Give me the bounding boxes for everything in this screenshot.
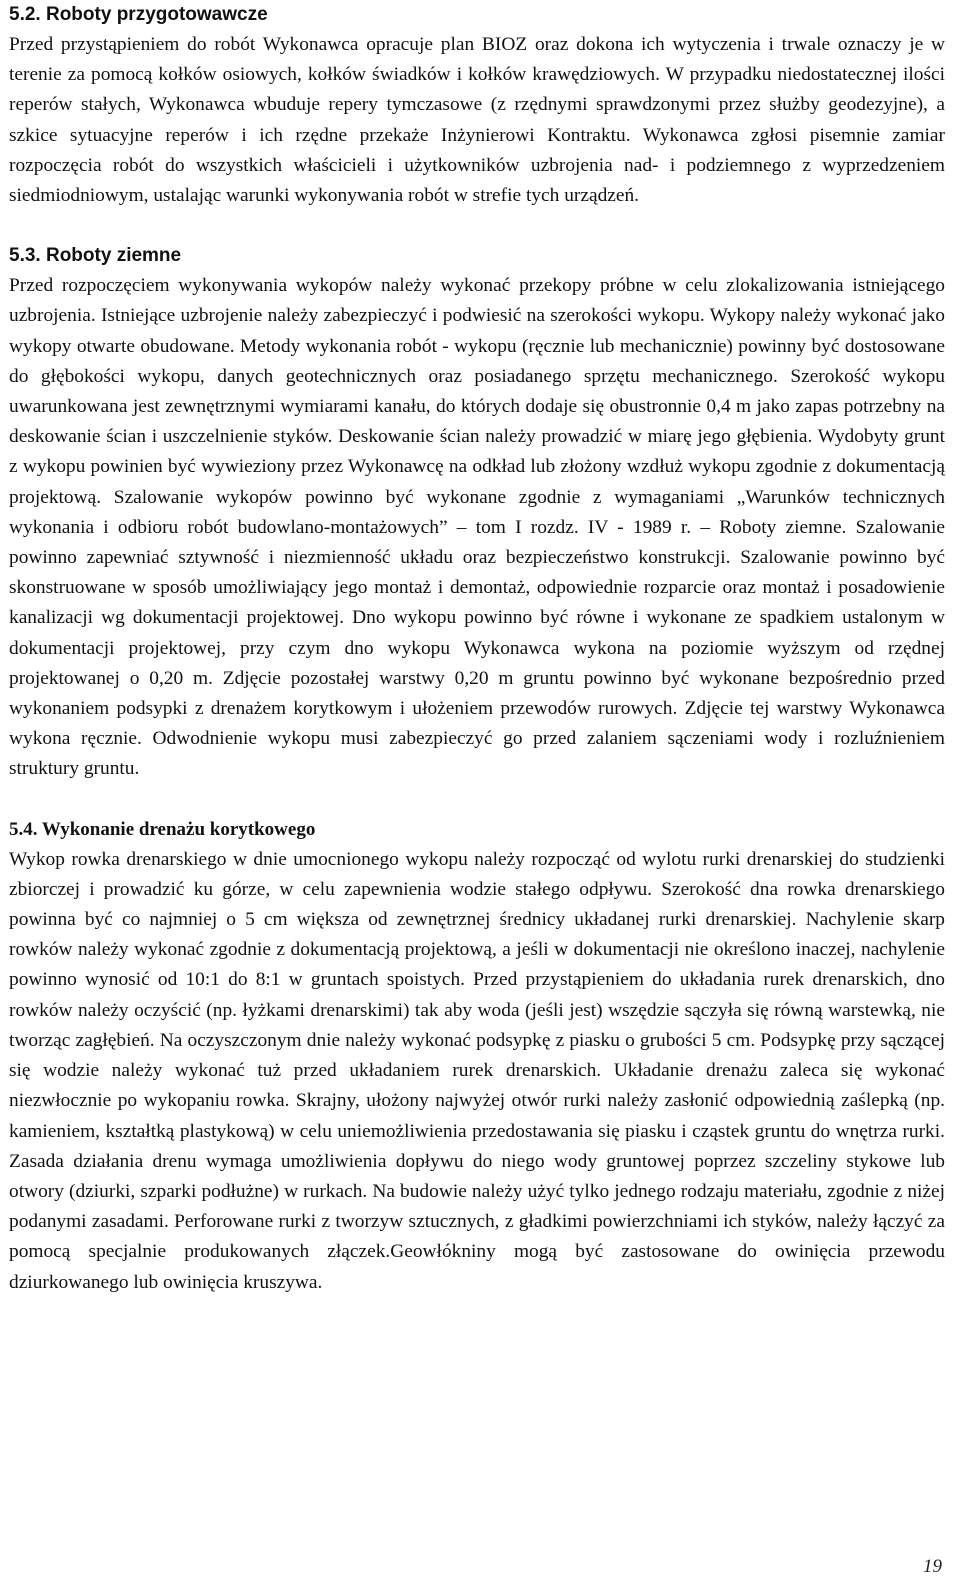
- section-number: 5.3.: [9, 245, 41, 267]
- section-heading: [9, 0, 945, 30]
- page-number: 19: [923, 1556, 942, 1577]
- section-5-4: [9, 815, 945, 1298]
- section-number: 5.2.: [9, 4, 41, 25]
- section-paragraph: Wykop rowka drenarskiego w dnie umocnionego wykopu należy rozpocząć od wylotu rurki drenarskiej do studzienki zbiorczej i prowadzić ku górze, w celu zapewnienia wodzie stałego odpływu. Szerokość dna rowka drenarskiego powinna być co najmniej o 5 cm większa od zewnętrznej średnicy układanej rurki drenarskiej. Nachylenie skarp rowków należy wykonać zgodnie z dokumentacją projektową, a jeśli w dokumentacji nie określono inaczej, nachylenie powinno wynosić od 10:1 do 8:1 w gruntach spoistych. Przed przystąpieniem do układania rurek drenarskich, dno rowków należy oczyścić (np. łyżkami drenarskimi) tak aby woda (jeśli jest) wszędzie sączyła się równą warstewką, nie tworząc zagłębień. Na oczyszczonym dnie należy wykonać podsypkę z piasku o grubości 5 cm. Podsypkę przy sączącej się wodzie należy wykonać tuż przed układaniem rurek drenarskich. Układanie drenażu zaleca się wykonać niezwłocznie po wykopaniu rowka. Skrajny, ułożony najwyżej otwór rurki należy zasłonić odpowiednią zaślepką (np. kamieniem, kształtką plastykową) w celu uniemożliwienia przedostawania się piasku i cząstek gruntu do wnętrza rurki. Zasada działania drenu wymaga umożliwienia dopływu do niego wody gruntowej poprzez szczeliny stykowe lub otwory (dziurki, szparki podłużne) w rurkach. Na budowie należy użyć tylko jednego rodzaju materiału, zgodnie z niżej podanymi zasadami. Perforowane rurki z tworzyw sztucznych, z gładkimi powierzchniami ich styków, należy łączyć za pomocą specjalnie produkowanych złączek.Geowłókniny mogą być zastosowane do owinięcia przewodu dziurkowanego lub owinięcia kruszywa.: [9, 848, 945, 1293]
- section-5-2: [9, 0, 945, 211]
- section-spacer: [9, 785, 945, 815]
- section-paragraph: Przed przystąpieniem do robót Wykonawca opracuje plan BIOZ oraz dokona ich wytyczenia i trwale oznaczy je w terenie za pomocą kołków osiowych, kołków świadków i kołków krawędziowych. W przypadku niedostatecznej ilości reperów stałych, Wykonawca wbuduje repery tymczasowe (z rzędnymi sprawdzonymi przez służby geodezyjne), a szkice sytuacyjne reperów i ich rzędne przekaże Inżynierowi Kontraktu. Wykonawca zgłosi pisemnie zamiar rozpoczęcia robót do wszystkich właścicieli i użytkowników uzbrojenia nad- i podziemnego z wyprzedzeniem siedmiodniowym, ustalając warunki wykonywania robót w strefie tych urządzeń.: [9, 34, 945, 207]
- section-number: 5.4.: [9, 818, 38, 840]
- section-paragraph: Przed rozpoczęciem wykonywania wykopów należy wykonać przekopy próbne w celu zlokalizowania istniejącego uzbrojenia. Istniejące uzbrojenie należy zabezpieczyć i podwiesić na szerokości wykopu. Wykopy należy wykonać jako wykopy otwarte obudowane. Metody wykonania robót - wykopu (ręcznie lub mechanicznie) powinny być dostosowane do głębokości wykopu, danych geotechnicznych oraz posiadanego sprzętu mechanicznego. Szerokość wykopu uwarunkowana jest zewnętrznymi wymiarami kanału, do których dodaje się obustronnie 0,4 m jako zapas potrzebny na deskowanie ścian i uszczelnienie styków. Deskowanie ścian należy prowadzić w miarę jego głębienia. Wydobyty grunt z wykopu powinien być wywieziony przez Wykonawcę na odkład lub złożony wzdłuż wykopu zgodnie z dokumentacją projektową. Szalowanie wykopów powinno być wykonane zgodnie z wymaganiami „Warunków technicznych wykonania i odbioru robót budowlano-montażowych” – tom I rozdz. IV - 1989 r. – Roboty ziemne. Szalowanie powinno zapewniać sztywność i niezmienność układu oraz bezpieczeństwo konstrukcji. Szalowanie powinno być skonstruowane w sposób umożliwiający jego montaż i demontaż, odpowiednie rozparcie oraz montaż i posadowienie kanalizacji wg dokumentacji projektowej. Dno wykopu powinno być równe i wykonane ze spadkiem ustalonym w dokumentacji projektowej, przy czym dno wykopu Wykonawca wykona na poziomie wyższym od rzędnej projektowanej o 0,20 m. Zdjęcie pozostałej warstwy 0,20 m gruntu powinno być wykonane bezpośrednio przed wykonaniem podsypki z drenażem korytkowym i ułożeniem przewodów rurowych. Zdjęcie tej warstwy Wykonawca wykona ręcznie. Odwodnienie wykopu musi zabezpieczyć go przed zalaniem sączeniami wody i rozluźnieniem struktury gruntu.: [9, 275, 945, 780]
- section-spacer: [9, 211, 945, 241]
- page-content: [9, 0, 945, 1298]
- section-title: Roboty ziemne: [45, 245, 182, 267]
- section-5-3: [9, 241, 945, 784]
- section-title: Roboty przygotowawcze: [45, 4, 268, 25]
- section-heading: [9, 241, 945, 271]
- section-title: Wykonanie drenażu korytkowego: [41, 818, 316, 840]
- section-heading: [9, 815, 945, 845]
